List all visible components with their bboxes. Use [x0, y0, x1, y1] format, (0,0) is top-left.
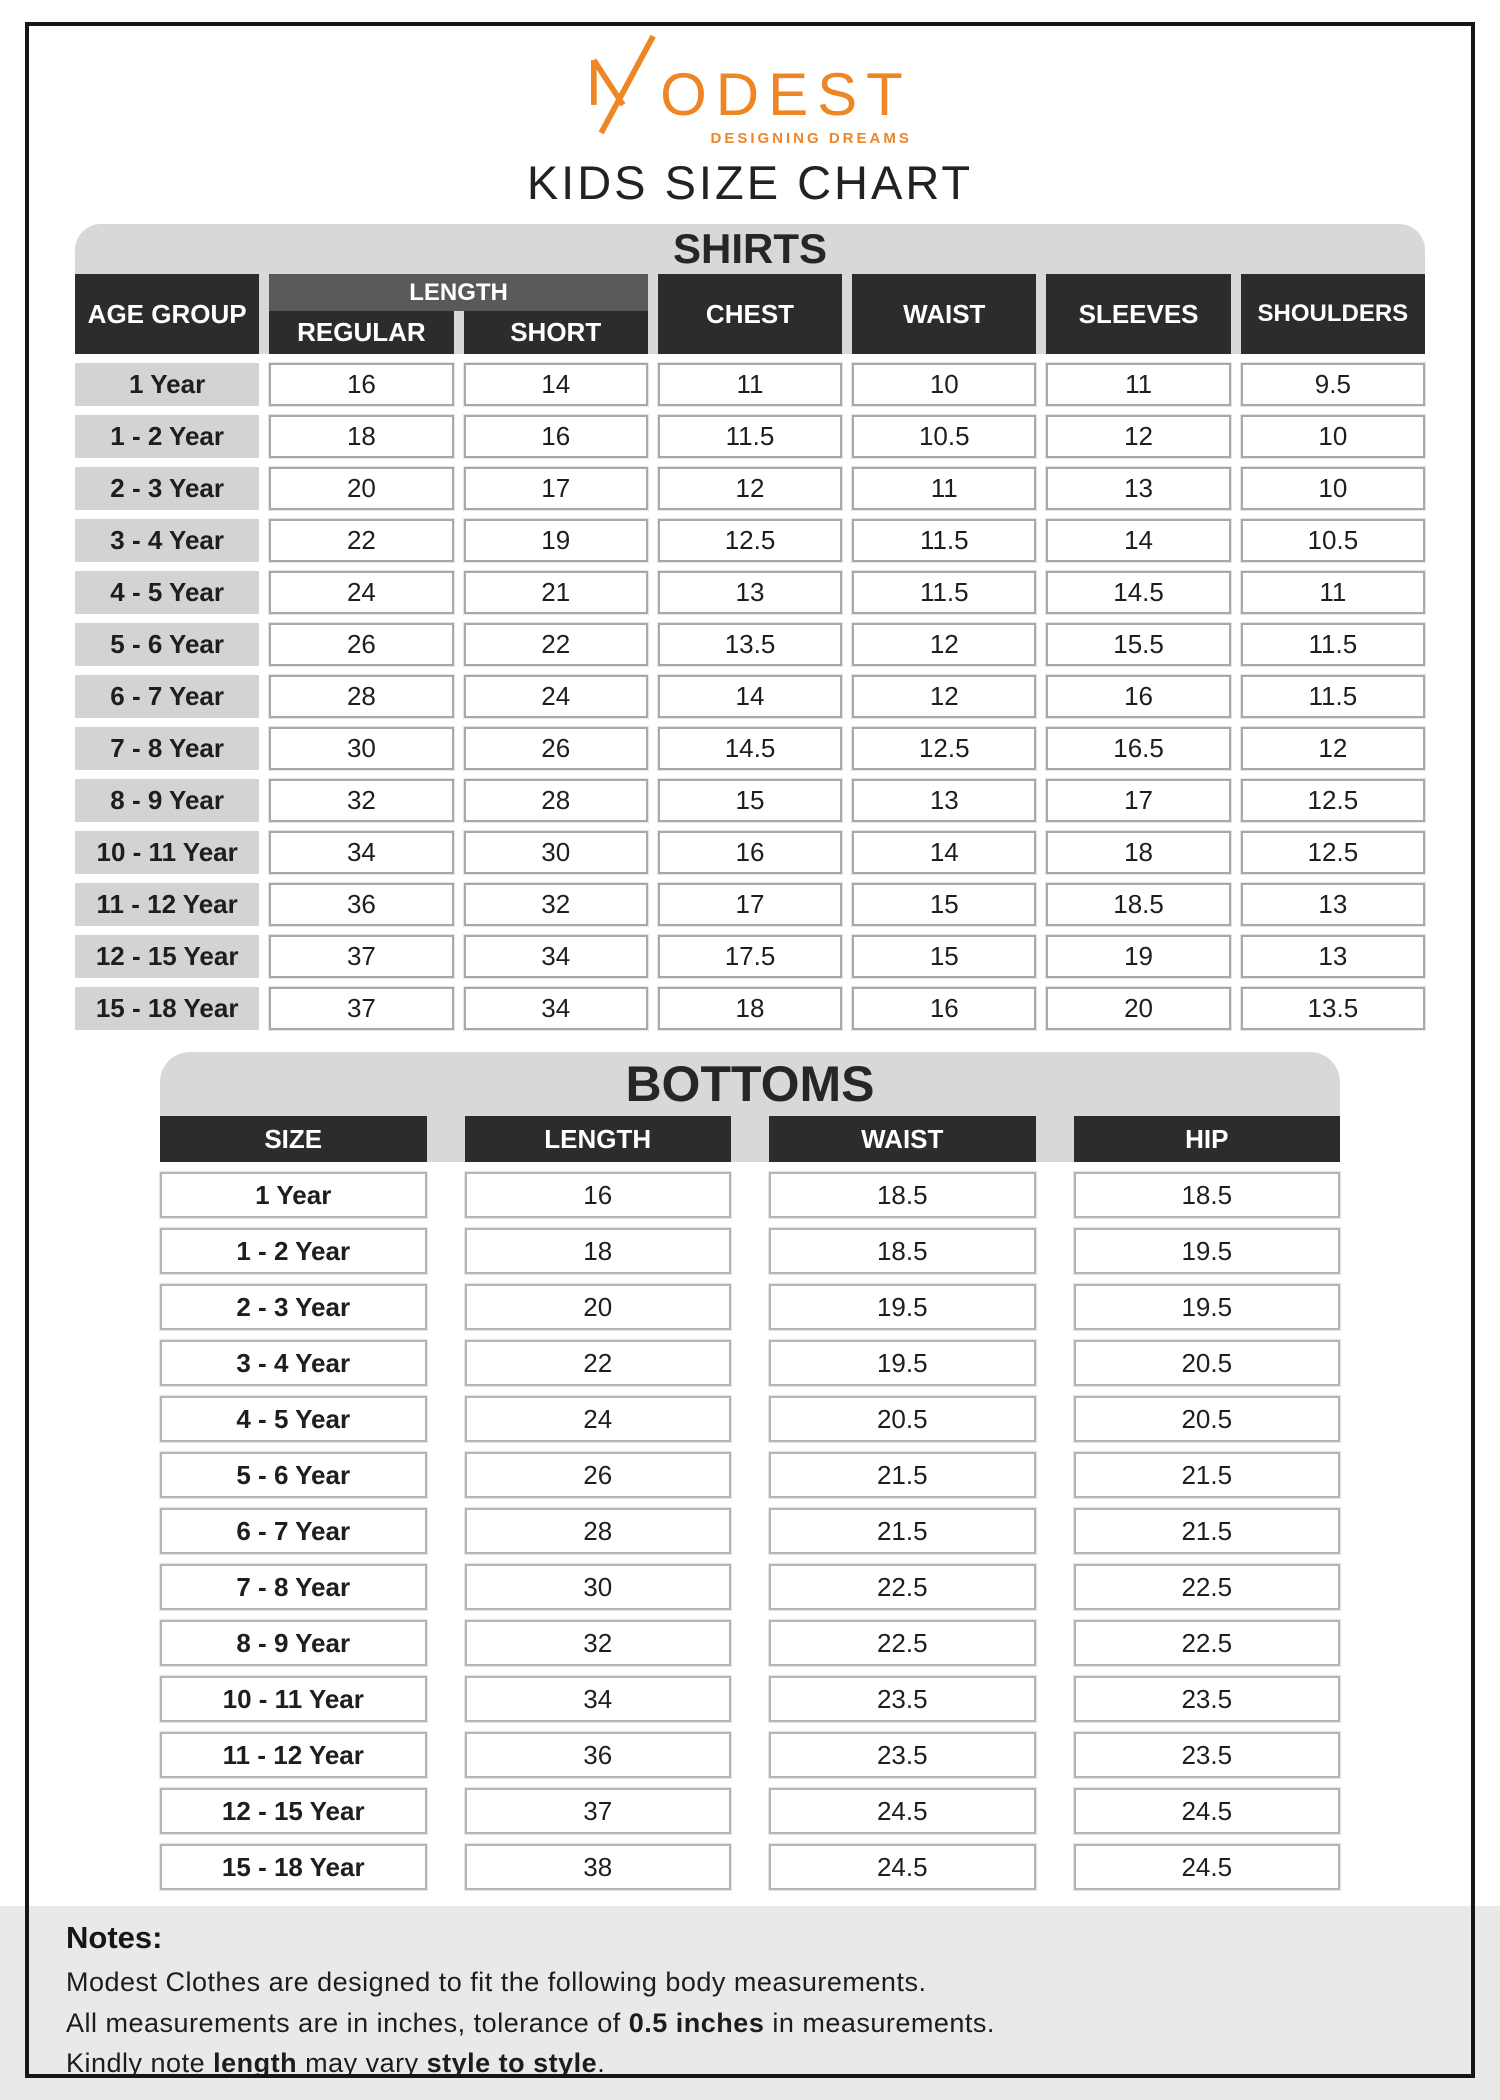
shirts-length-regular-cell: 37 [269, 987, 453, 1030]
bottoms-length-cell: 20 [465, 1284, 732, 1330]
bottoms-waist-cell: 24.5 [769, 1844, 1036, 1890]
shirts-chest-cell: 11 [658, 363, 842, 406]
bottoms-hip-cell: 21.5 [1074, 1508, 1341, 1554]
shirts-chest-cell: 13 [658, 571, 842, 614]
bottoms-size-cell: 2 - 3 Year [160, 1284, 427, 1330]
shirts-sleeves-cell: 18 [1046, 831, 1230, 874]
bottoms-length-cell: 18 [465, 1228, 732, 1274]
shirts-length-regular-cell: 30 [269, 727, 453, 770]
shirts-shoulders-cell: 12.5 [1241, 779, 1425, 822]
shirts-shoulders-cell: 12 [1241, 727, 1425, 770]
bottoms-waist-cell: 23.5 [769, 1732, 1036, 1778]
shirts-shoulders-cell: 9.5 [1241, 363, 1425, 406]
bottoms-hip-cell: 24.5 [1074, 1844, 1341, 1890]
shirts-age-cell: 8 - 9 Year [75, 779, 259, 822]
bottoms-waist-cell: 21.5 [769, 1452, 1036, 1498]
notes-line-2-tail: in measurements. [764, 2007, 995, 2038]
shirts-length-regular-cell: 20 [269, 467, 453, 510]
shirts-shoulders-cell: 13 [1241, 883, 1425, 926]
shirts-waist-cell: 12 [852, 675, 1036, 718]
shirts-header-shoulders: SHOULDERS [1241, 274, 1425, 354]
shirts-length-regular-cell: 37 [269, 935, 453, 978]
shirts-length-regular-cell: 34 [269, 831, 453, 874]
shirts-sleeves-cell: 16.5 [1046, 727, 1230, 770]
shirts-chest-cell: 18 [658, 987, 842, 1030]
brand-logo [588, 34, 912, 147]
shirts-waist-cell: 13 [852, 779, 1036, 822]
shirts-waist-cell: 16 [852, 987, 1036, 1030]
shirts-length-short-cell: 30 [464, 831, 648, 874]
bottoms-size-cell: 4 - 5 Year [160, 1396, 427, 1442]
notes-line-1: Modest Clothes are designed to fit the following body measurements. [66, 1967, 927, 1997]
shirts-waist-cell: 11.5 [852, 519, 1036, 562]
shirts-length-short-cell: 24 [464, 675, 648, 718]
shirts-length-regular-cell: 18 [269, 415, 453, 458]
bottoms-length-cell: 22 [465, 1340, 732, 1386]
shirts-age-cell: 6 - 7 Year [75, 675, 259, 718]
shirts-sleeves-cell: 18.5 [1046, 883, 1230, 926]
shirts-chest-cell: 15 [658, 779, 842, 822]
shirts-length-short-cell: 17 [464, 467, 648, 510]
bottoms-size-cell: 1 Year [160, 1172, 427, 1218]
bottoms-header-row [160, 1116, 1340, 1162]
bottoms-hip-cell: 21.5 [1074, 1452, 1341, 1498]
bottoms-size-cell: 11 - 12 Year [160, 1732, 427, 1778]
bottoms-size-cell: 6 - 7 Year [160, 1508, 427, 1554]
shirts-age-cell: 7 - 8 Year [75, 727, 259, 770]
bottoms-hip-cell: 22.5 [1074, 1620, 1341, 1666]
shirts-length-regular-cell: 16 [269, 363, 453, 406]
bottoms-waist-cell: 22.5 [769, 1564, 1036, 1610]
shirts-chest-cell: 13.5 [658, 623, 842, 666]
bottoms-waist-cell: 19.5 [769, 1340, 1036, 1386]
brand-tagline: DESIGNING DREAMS [710, 130, 912, 147]
notes-line-3-bold-length: length [213, 2048, 298, 2078]
shirts-age-cell: 4 - 5 Year [75, 571, 259, 614]
shirts-waist-cell: 14 [852, 831, 1036, 874]
notes-line-2 [66, 2003, 1430, 2044]
shirts-age-cell: 2 - 3 Year [75, 467, 259, 510]
notes-line-3-mid: may vary [297, 2048, 427, 2078]
shirts-age-cell: 10 - 11 Year [75, 831, 259, 874]
bottoms-hip-cell: 23.5 [1074, 1676, 1341, 1722]
notes-line-3-text: Kindly note [66, 2048, 214, 2078]
bottoms-size-cell: 7 - 8 Year [160, 1564, 427, 1610]
bottoms-hip-cell: 20.5 [1074, 1396, 1341, 1442]
shirts-sleeves-cell: 12 [1046, 415, 1230, 458]
shirts-shoulders-cell: 12.5 [1241, 831, 1425, 874]
shirts-age-cell: 15 - 18 Year [75, 987, 259, 1030]
bottoms-waist-cell: 22.5 [769, 1620, 1036, 1666]
bottoms-section [160, 1052, 1340, 1890]
shirts-age-cell: 11 - 12 Year [75, 883, 259, 926]
bottoms-size-cell: 12 - 15 Year [160, 1788, 427, 1834]
bottoms-header-hip: HIP [1074, 1116, 1341, 1162]
bottoms-length-cell: 32 [465, 1620, 732, 1666]
shirts-length-short-cell: 26 [464, 727, 648, 770]
shirts-age-cell: 3 - 4 Year [75, 519, 259, 562]
bottoms-length-cell: 38 [465, 1844, 732, 1890]
bottoms-waist-cell: 23.5 [769, 1676, 1036, 1722]
shirts-length-short-cell: 28 [464, 779, 648, 822]
bottoms-hip-cell: 20.5 [1074, 1340, 1341, 1386]
shirts-waist-cell: 15 [852, 935, 1036, 978]
bottoms-waist-cell: 21.5 [769, 1508, 1036, 1554]
shirts-age-cell: 5 - 6 Year [75, 623, 259, 666]
shirts-length-regular-cell: 22 [269, 519, 453, 562]
shirts-chest-cell: 12 [658, 467, 842, 510]
bottoms-length-cell: 34 [465, 1676, 732, 1722]
shirts-length-regular-cell: 36 [269, 883, 453, 926]
shirts-sleeves-cell: 11 [1046, 363, 1230, 406]
bottoms-size-cell: 8 - 9 Year [160, 1620, 427, 1666]
bottoms-hip-cell: 19.5 [1074, 1284, 1341, 1330]
notes-section [0, 1906, 1500, 2100]
shirts-chest-cell: 16 [658, 831, 842, 874]
notes-line-2-bold: 0.5 inches [628, 2007, 765, 2038]
shirts-header-sleeves: SLEEVES [1046, 274, 1230, 354]
shirts-age-cell: 12 - 15 Year [75, 935, 259, 978]
bottoms-size-cell: 5 - 6 Year [160, 1452, 427, 1498]
shirts-sleeves-cell: 15.5 [1046, 623, 1230, 666]
shirts-header-row [75, 274, 1425, 354]
bottoms-header-panel [160, 1052, 1340, 1162]
bottoms-size-cell: 10 - 11 Year [160, 1676, 427, 1722]
brand-wordmark-text: ODEST [660, 61, 912, 128]
shirts-length-short-cell: 21 [464, 571, 648, 614]
brand-wordmark [588, 34, 912, 134]
bottoms-hip-cell: 18.5 [1074, 1172, 1341, 1218]
shirts-shoulders-cell: 10 [1241, 467, 1425, 510]
bottoms-length-cell: 24 [465, 1396, 732, 1442]
shirts-shoulders-cell: 11.5 [1241, 623, 1425, 666]
shirts-age-cell: 1 - 2 Year [75, 415, 259, 458]
bottoms-size-cell: 15 - 18 Year [160, 1844, 427, 1890]
bottoms-waist-cell: 19.5 [769, 1284, 1036, 1330]
bottoms-waist-cell: 20.5 [769, 1396, 1036, 1442]
shirts-shoulders-cell: 11.5 [1241, 675, 1425, 718]
shirts-length-regular-cell: 24 [269, 571, 453, 614]
bottoms-header-size: SIZE [160, 1116, 427, 1162]
shirts-sleeves-cell: 19 [1046, 935, 1230, 978]
shirts-sleeves-cell: 13 [1046, 467, 1230, 510]
shirts-header-chest: CHEST [658, 274, 842, 354]
shirts-waist-cell: 15 [852, 883, 1036, 926]
shirts-table-body [75, 363, 1425, 1030]
shirts-waist-cell: 10 [852, 363, 1036, 406]
shirts-length-regular-cell: 28 [269, 675, 453, 718]
shirts-chest-cell: 17.5 [658, 935, 842, 978]
bottoms-length-cell: 26 [465, 1452, 732, 1498]
bottoms-hip-cell: 24.5 [1074, 1788, 1341, 1834]
page-title: KIDS SIZE CHART [526, 156, 974, 209]
shirts-chest-cell: 11.5 [658, 415, 842, 458]
bottoms-header-waist: WAIST [769, 1116, 1036, 1162]
shirts-header-regular: REGULAR [269, 311, 453, 354]
shirts-waist-cell: 11 [852, 467, 1036, 510]
shirts-length-regular-cell: 26 [269, 623, 453, 666]
shirts-sleeves-cell: 16 [1046, 675, 1230, 718]
bottoms-size-cell: 3 - 4 Year [160, 1340, 427, 1386]
shirts-length-short-cell: 32 [464, 883, 648, 926]
shirts-shoulders-cell: 13.5 [1241, 987, 1425, 1030]
shirts-shoulders-cell: 10 [1241, 415, 1425, 458]
shirts-length-regular-cell: 32 [269, 779, 453, 822]
shirts-shoulders-cell: 10.5 [1241, 519, 1425, 562]
shirts-shoulders-cell: 13 [1241, 935, 1425, 978]
bottoms-length-cell: 28 [465, 1508, 732, 1554]
shirts-section [75, 224, 1425, 1030]
bottoms-length-cell: 16 [465, 1172, 732, 1218]
bottoms-length-cell: 36 [465, 1732, 732, 1778]
modest-m-icon [588, 34, 658, 134]
bottoms-header-length: LENGTH [465, 1116, 732, 1162]
shirts-header-panel [75, 224, 1425, 354]
notes-line-2-text: All measurements are in inches, tolerance of [66, 2007, 629, 2038]
shirts-title: SHIRTS [672, 225, 827, 272]
shirts-length-short-cell: 16 [464, 415, 648, 458]
shirts-chest-cell: 14.5 [658, 727, 842, 770]
shirts-waist-cell: 12.5 [852, 727, 1036, 770]
shirts-sleeves-cell: 17 [1046, 779, 1230, 822]
shirts-chest-cell: 17 [658, 883, 842, 926]
shirts-shoulders-cell: 11 [1241, 571, 1425, 614]
shirts-length-short-cell: 34 [464, 987, 648, 1030]
bottoms-hip-cell: 19.5 [1074, 1228, 1341, 1274]
bottoms-waist-cell: 18.5 [769, 1172, 1036, 1218]
brand-header [0, 0, 1500, 147]
shirts-waist-cell: 12 [852, 623, 1036, 666]
bottoms-length-cell: 37 [465, 1788, 732, 1834]
shirts-waist-cell: 11.5 [852, 571, 1036, 614]
shirts-length-short-cell: 14 [464, 363, 648, 406]
notes-title: Notes: [66, 1920, 163, 1955]
shirts-chest-cell: 14 [658, 675, 842, 718]
bottoms-length-cell: 30 [465, 1564, 732, 1610]
shirts-length-short-cell: 34 [464, 935, 648, 978]
notes-line-3 [66, 2043, 1430, 2084]
shirts-sleeves-cell: 20 [1046, 987, 1230, 1030]
shirts-chest-cell: 12.5 [658, 519, 842, 562]
shirts-header-length: LENGTH [269, 274, 648, 311]
bottoms-hip-cell: 22.5 [1074, 1564, 1341, 1610]
bottoms-size-cell: 1 - 2 Year [160, 1228, 427, 1274]
notes-line-3-tail: . [597, 2048, 606, 2078]
shirts-header-short: SHORT [464, 311, 648, 354]
bottoms-title: BOTTOMS [625, 1056, 875, 1112]
shirts-length-short-cell: 22 [464, 623, 648, 666]
notes-line-3-bold-style: style to style [426, 2048, 598, 2078]
shirts-header-age-group: AGE GROUP [75, 274, 259, 354]
shirts-age-cell: 1 Year [75, 363, 259, 406]
bottoms-table-body [160, 1172, 1340, 1890]
bottoms-hip-cell: 23.5 [1074, 1732, 1341, 1778]
bottoms-waist-cell: 24.5 [769, 1788, 1036, 1834]
shirts-sleeves-cell: 14.5 [1046, 571, 1230, 614]
shirts-header-waist: WAIST [852, 274, 1036, 354]
bottoms-waist-cell: 18.5 [769, 1228, 1036, 1274]
shirts-length-short-cell: 19 [464, 519, 648, 562]
shirts-sleeves-cell: 14 [1046, 519, 1230, 562]
shirts-waist-cell: 10.5 [852, 415, 1036, 458]
